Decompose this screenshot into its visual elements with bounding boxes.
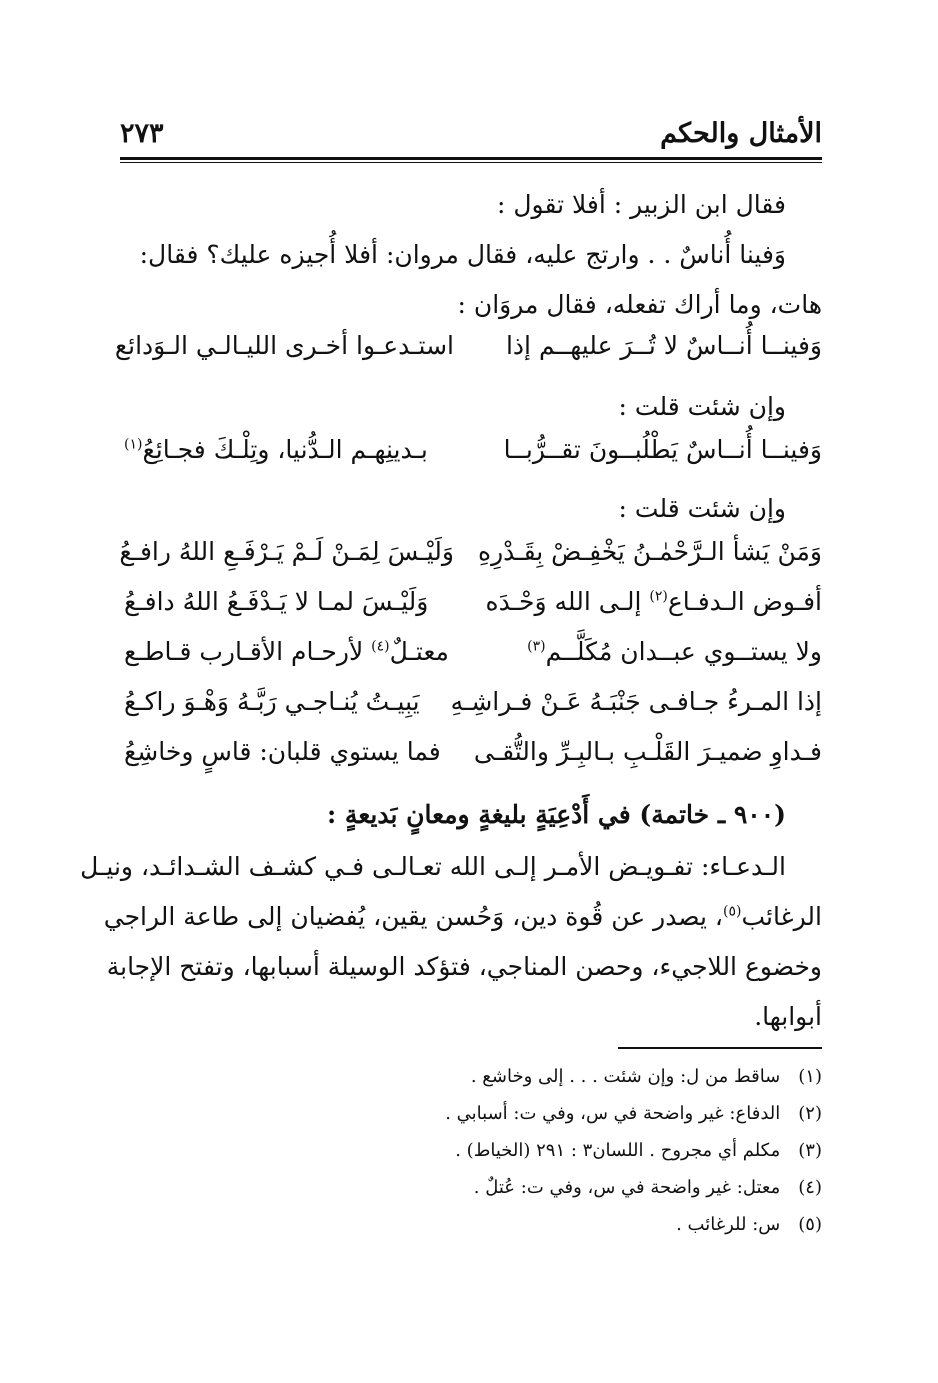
verse-second-hemistich bbox=[124, 637, 454, 666]
verse-first-hemistich: فـداوِ ضميـرَ القَلْـبِ بـالبِـرِّ والتُّقـى bbox=[473, 737, 822, 766]
verse-second-hemistich: وَلَيْـسَ لِمَـنْ لَـمْ يَـرْفَـعِ اللهُ رافـعُ bbox=[119, 537, 454, 566]
footnote bbox=[112, 1206, 822, 1243]
verse-second-hemistich: استـدعـوا أخـرى الليـالـي الـوَدائع bbox=[114, 331, 454, 360]
section-heading: (٩٠٠ ـ خاتمة) في أَدْعِيَةٍ بليغةٍ ومعانٍ بَديعةٍ : bbox=[326, 800, 786, 829]
verse-first-hemistich: وَفينــا أُنــاسٌ يَطْلُبــونَ تقــرُّبــا bbox=[503, 435, 822, 464]
footnote-ref: (٤) bbox=[371, 638, 390, 655]
footnote-text: ساقط من ل: وإن شئت . . . إلى وخاشع . bbox=[470, 1066, 781, 1087]
verse-first-hemistich bbox=[485, 587, 822, 616]
verse-line bbox=[112, 637, 822, 685]
verse-intro: وإن شئت قلت : bbox=[618, 494, 786, 523]
hemistich-text: لأرحـام الأقـارب قـاطـع bbox=[124, 637, 372, 666]
paragraph-line: الـدعـاء: تفـويـض الأمـر إلـى الله تعـالـى فـي كشـف الشـدائـد، ونيـل bbox=[80, 852, 786, 881]
footnote-text: مكلم أي مجروح . اللسان٣ : ٢٩١ (الخياط) . bbox=[455, 1140, 781, 1161]
footnote-ref: (٥) bbox=[722, 903, 742, 920]
paragraph-line: وَفينا أُناسٌ . . وارتج عليه، فقال مروان: أفلا أُجيزه عليك؟ فقال: bbox=[139, 240, 786, 269]
footnote bbox=[112, 1095, 822, 1132]
header-rule-thin bbox=[120, 162, 822, 163]
paragraph-line bbox=[103, 893, 822, 941]
verse-second-hemistich: فما يستوي قلبان: قاسٍ وخاشِعُ bbox=[124, 737, 441, 766]
hemistich-text: أفـوض الـدفـاع bbox=[667, 587, 822, 616]
verse-first-hemistich bbox=[502, 637, 822, 666]
verse-line bbox=[112, 587, 822, 635]
verse-first-hemistich: إذا المـرءُ جـافـى جَنْبَـهُ عَـنْ فـراشِـهِ bbox=[450, 687, 822, 716]
hemistich-text: معتـلٌ bbox=[389, 637, 449, 666]
footnote-ref: (٣) bbox=[527, 638, 546, 655]
header-rule bbox=[120, 157, 822, 160]
footnote-ref: (٢) bbox=[649, 588, 668, 605]
footnote bbox=[112, 1132, 822, 1169]
intro-line: فقال ابن الزبير : أفلا تقول : bbox=[497, 190, 786, 219]
verse-second-hemistich bbox=[124, 435, 454, 464]
footnotes bbox=[112, 1058, 822, 1243]
verse-line bbox=[112, 537, 822, 585]
running-header bbox=[120, 118, 822, 158]
hemistich-text: ولا يستــوي عبــدان مُكَلَّــم bbox=[545, 637, 822, 666]
footnote-separator bbox=[618, 1047, 822, 1049]
footnote-number: (٢) bbox=[798, 1103, 822, 1124]
footnote-ref: (١) bbox=[124, 436, 143, 453]
verse-line bbox=[112, 737, 822, 785]
running-title: الأمثال والحكم bbox=[660, 118, 822, 149]
footnote-text: الدفاع: غير واضحة في س، وفي ت: أسبابي . bbox=[445, 1103, 781, 1124]
verse-second-hemistich: وَلَيْـسَ لمـا لا يَـدْفَـعُ اللهُ دافـعُ bbox=[124, 587, 429, 616]
page-number: ٢٧٣ bbox=[120, 118, 164, 149]
footnote-text: س: للرغائب . bbox=[676, 1214, 781, 1235]
paragraph-text: الرغائب bbox=[741, 902, 822, 931]
footnote-number: (٤) bbox=[798, 1177, 822, 1198]
footnote-number: (١) bbox=[798, 1066, 822, 1087]
footnote-number: (٣) bbox=[798, 1140, 822, 1161]
verse-line bbox=[112, 435, 822, 483]
verse-second-hemistich: يَبِيـتُ يُنـاجـي رَبَّـهُ وَهْـوَ راكـعُ bbox=[124, 687, 420, 716]
verse-line bbox=[112, 331, 822, 379]
footnote bbox=[112, 1058, 822, 1095]
paragraph-line: هات، وما أراك تفعله، فقال مروَان : bbox=[457, 290, 822, 319]
footnote-text: معتل: غير واضحة في س، وفي ت: عُتلٌ . bbox=[473, 1177, 781, 1198]
paragraph-text: ، يصدر عن قُوة دين، وَحُسن يقين، يُفضيان إلى طاعة الراجي bbox=[103, 902, 723, 931]
footnote-number: (٥) bbox=[798, 1214, 822, 1235]
verse-intro: وإن شئت قلت : bbox=[618, 392, 786, 421]
hemistich-text: بـدينِهـم الـدُّنيا، وتِلْـكَ فجـائِعُ bbox=[142, 435, 428, 464]
verse-first-hemistich: وَفينــا أُنــاسٌ لا تُــرَ عليهــم إذا bbox=[505, 331, 822, 360]
paragraph-line: وخضوع اللاجيء، وحصن المناجي، فتؤكد الوسيلة أسبابها، وتفتح الإجابة bbox=[106, 952, 822, 981]
verse-line bbox=[112, 687, 822, 735]
footnote bbox=[112, 1169, 822, 1206]
paragraph-line: أبوابها. bbox=[754, 1002, 822, 1031]
verse-first-hemistich: وَمَنْ يَشأ الـرَّحْمٰـنُ يَخْفِـضْ بِقَـدْرِهِ bbox=[477, 537, 822, 566]
hemistich-text: إلـى الله وَحْـدَه bbox=[485, 587, 650, 616]
